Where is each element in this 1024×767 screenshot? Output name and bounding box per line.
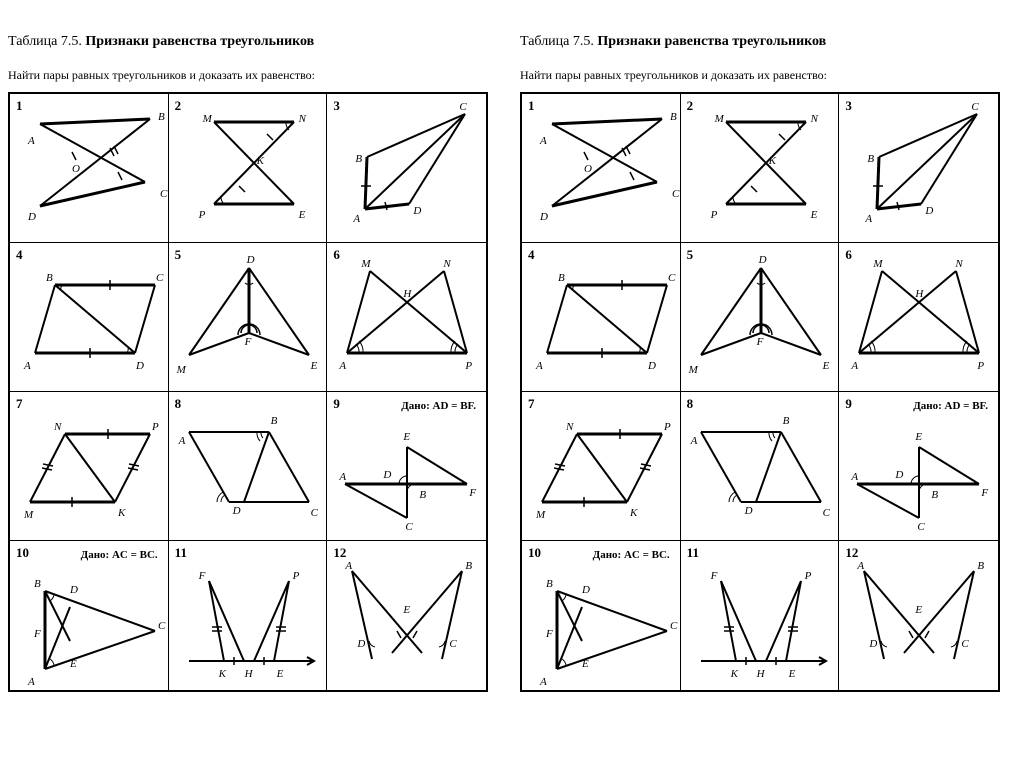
vertex-label: A [345,560,353,572]
vertex-label: E [403,431,411,443]
vertex-label: E [915,604,923,616]
vertex-label: H [244,668,253,680]
vertex-label: N [298,113,306,125]
given-condition: Дано: AD = BF. [913,400,988,412]
vertex-label: P [977,360,985,372]
vertex-label: A [28,135,35,147]
vertex-label: F [981,487,989,499]
problem-cell-8 [681,392,840,541]
vertex-label: H [915,288,924,300]
vertex-label: A [536,360,543,372]
vertex-label: P [198,209,206,221]
vertex-label: B [670,111,677,123]
vertex-label: M [873,258,883,270]
vertex-label: M [176,364,186,376]
vertex-label: D [28,211,36,223]
vertex-label: E [788,668,796,680]
vertex-label: M [688,364,698,376]
vertex-label: F [34,628,41,640]
vertex-label: M [361,258,371,270]
title-main: Признаки равенства треугольников [85,34,315,49]
vertex-label: B [34,578,41,590]
vertex-label: N [566,421,574,433]
problem-number: 9 [333,396,340,411]
vertex-label: C [961,638,969,650]
problem-number: 6 [845,247,852,262]
vertex-label: E [70,658,77,670]
problem-cell-12 [327,541,486,690]
figure-9 [327,392,486,541]
vertex-label: A [851,471,859,483]
vertex-label: D [925,205,934,217]
problem-cell-10 [522,541,681,690]
vertex-label: F [198,570,206,582]
problem-cell-6 [839,243,998,392]
vertex-label: H [403,288,412,300]
problem-number: 12 [845,545,859,560]
problem-number: 3 [845,98,852,113]
figure-4 [522,243,681,392]
vertex-label: D [895,469,904,481]
vertex-label: B [931,489,939,501]
problem-number: 5 [174,247,182,262]
vertex-label: E [822,360,830,372]
vertex-label: B [419,489,427,501]
vertex-label: K [118,507,126,519]
vertex-label: P [710,209,718,221]
problem-number: 4 [528,247,535,262]
vertex-label: F [469,487,477,499]
problem-number: 7 [16,396,23,411]
vertex-label: D [744,505,753,517]
vertex-label: D [648,360,656,372]
vertex-label: B [465,560,473,572]
vertex-label: A [24,360,31,372]
title-prefix: Таблица 7.5. [8,34,82,49]
problem-number: 1 [528,98,535,113]
problem-number: 9 [845,396,852,411]
table-panel-right [512,0,1024,767]
vertex-label: A [178,435,186,447]
vertex-label: C [917,521,925,533]
figure-6 [327,243,486,392]
vertex-label: C [160,188,168,200]
vertex-label: O [584,163,592,175]
vertex-label: C [822,507,830,519]
problem-number: 12 [333,545,347,560]
vertex-label: A [857,560,865,572]
vertex-label: A [339,471,347,483]
vertex-label: A [865,213,873,225]
vertex-label: K [256,155,264,167]
vertex-label: A [353,213,361,225]
task-subtitle: Найти пары равных треугольников и доказать их равенство: [520,68,827,82]
problem-cell-4 [10,243,169,392]
vertex-label: F [244,336,252,348]
figure-6 [839,243,998,392]
vertex-label: D [413,205,422,217]
vertex-label: E [403,604,411,616]
vertex-label: N [810,113,818,125]
vertex-label: D [582,584,590,596]
vertex-label: D [758,254,767,266]
vertex-label: F [756,336,764,348]
problem-cell-2 [169,94,328,243]
vertex-label: P [152,421,159,433]
vertex-label: E [915,431,923,443]
vertex-label: C [156,272,164,284]
vertex-label: A [540,135,547,147]
vertex-label: B [977,560,985,572]
problem-cell-7 [522,392,681,541]
figure-9 [839,392,998,541]
problem-cell-6 [327,243,486,392]
problem-number: 7 [528,396,535,411]
problem-cell-5 [169,243,328,392]
problem-cell-3 [839,94,998,243]
vertex-label: A [540,676,547,688]
vertex-label: H [756,668,765,680]
vertex-label: E [276,668,284,680]
problem-number: 8 [174,396,182,411]
vertex-label: E [298,209,306,221]
vertex-label: D [136,360,144,372]
problem-cell-8 [169,392,328,541]
problem-cell-7 [10,392,169,541]
problem-cell-11 [169,541,328,690]
problem-number: 2 [174,98,182,113]
vertex-label: C [459,101,467,113]
vertex-label: A [28,676,35,688]
given-condition: Дано: AC = BC. [592,549,670,561]
problem-cell-9 [839,392,998,541]
title-main: Признаки равенства треугольников [597,34,827,49]
vertex-label: E [810,209,818,221]
vertex-label: F [710,570,718,582]
problem-cell-9 [327,392,486,541]
figure-8 [169,392,328,541]
problem-number: 10 [16,545,29,560]
vertex-label: B [546,578,553,590]
vertex-label: N [955,258,963,270]
vertex-label: P [465,360,473,372]
vertex-label: C [668,272,676,284]
vertex-label: K [630,507,638,519]
problem-number: 2 [686,98,694,113]
vertex-label: D [540,211,548,223]
problem-cell-5 [681,243,840,392]
figure-3 [839,94,998,243]
vertex-label: K [730,668,738,680]
vertex-label: K [218,668,226,680]
problem-number: 5 [686,247,694,262]
vertex-label: M [202,113,212,125]
vertex-label: C [971,101,979,113]
problem-cell-3 [327,94,486,243]
vertex-label: A [851,360,859,372]
problem-number: 1 [16,98,23,113]
figure-4 [10,243,169,392]
figure-7 [522,392,681,541]
problem-cell-4 [522,243,681,392]
vertex-label: D [357,638,366,650]
problem-number: 4 [16,247,23,262]
vertex-label: C [670,620,678,632]
problem-cell-2 [681,94,840,243]
problem-number: 6 [333,247,340,262]
vertex-label: F [546,628,553,640]
vertex-label: E [582,658,589,670]
vertex-label: B [355,153,363,165]
problem-number: 10 [528,545,541,560]
figure-10 [522,541,681,690]
problem-number: 11 [174,545,187,560]
vertex-label: D [869,638,878,650]
vertex-label: B [158,111,165,123]
vertex-label: A [339,360,347,372]
vertex-label: M [24,509,34,521]
figure-7 [10,392,169,541]
vertex-label: N [443,258,451,270]
vertex-label: O [72,163,80,175]
problem-number: 3 [333,98,340,113]
vertex-label: B [867,153,875,165]
vertex-label: M [714,113,724,125]
problems-grid [8,92,488,692]
vertex-label: D [70,584,78,596]
given-condition: Дано: AD = BF. [401,400,476,412]
vertex-label: C [405,521,413,533]
figure-3 [327,94,486,243]
problem-cell-11 [681,541,840,690]
problem-number: 11 [686,545,699,560]
vertex-label: P [292,570,300,582]
vertex-label: C [158,620,166,632]
table-title [520,34,826,50]
vertex-label: P [804,570,812,582]
problem-number: 8 [686,396,694,411]
vertex-label: C [310,507,318,519]
problem-cell-12 [839,541,998,690]
problem-cell-1 [522,94,681,243]
vertex-label: P [664,421,671,433]
problem-cell-1 [10,94,169,243]
figure-8 [681,392,840,541]
vertex-label: D [232,505,241,517]
vertex-label: A [690,435,698,447]
vertex-label: B [46,272,53,284]
table-title [8,34,314,50]
problem-cell-10 [10,541,169,690]
vertex-label: B [782,415,790,427]
vertex-label: D [246,254,255,266]
vertex-label: B [558,272,565,284]
task-subtitle: Найти пары равных треугольников и доказать их равенство: [8,68,315,82]
vertex-label: N [54,421,62,433]
given-condition: Дано: AC = BC. [80,549,158,561]
vertex-label: M [536,509,546,521]
vertex-label: E [310,360,318,372]
vertex-label: C [449,638,457,650]
vertex-label: K [768,155,776,167]
vertex-label: C [672,188,680,200]
title-prefix: Таблица 7.5. [520,34,594,49]
vertex-label: B [270,415,278,427]
problems-grid [520,92,1000,692]
vertex-label: D [383,469,392,481]
figure-10 [10,541,169,690]
